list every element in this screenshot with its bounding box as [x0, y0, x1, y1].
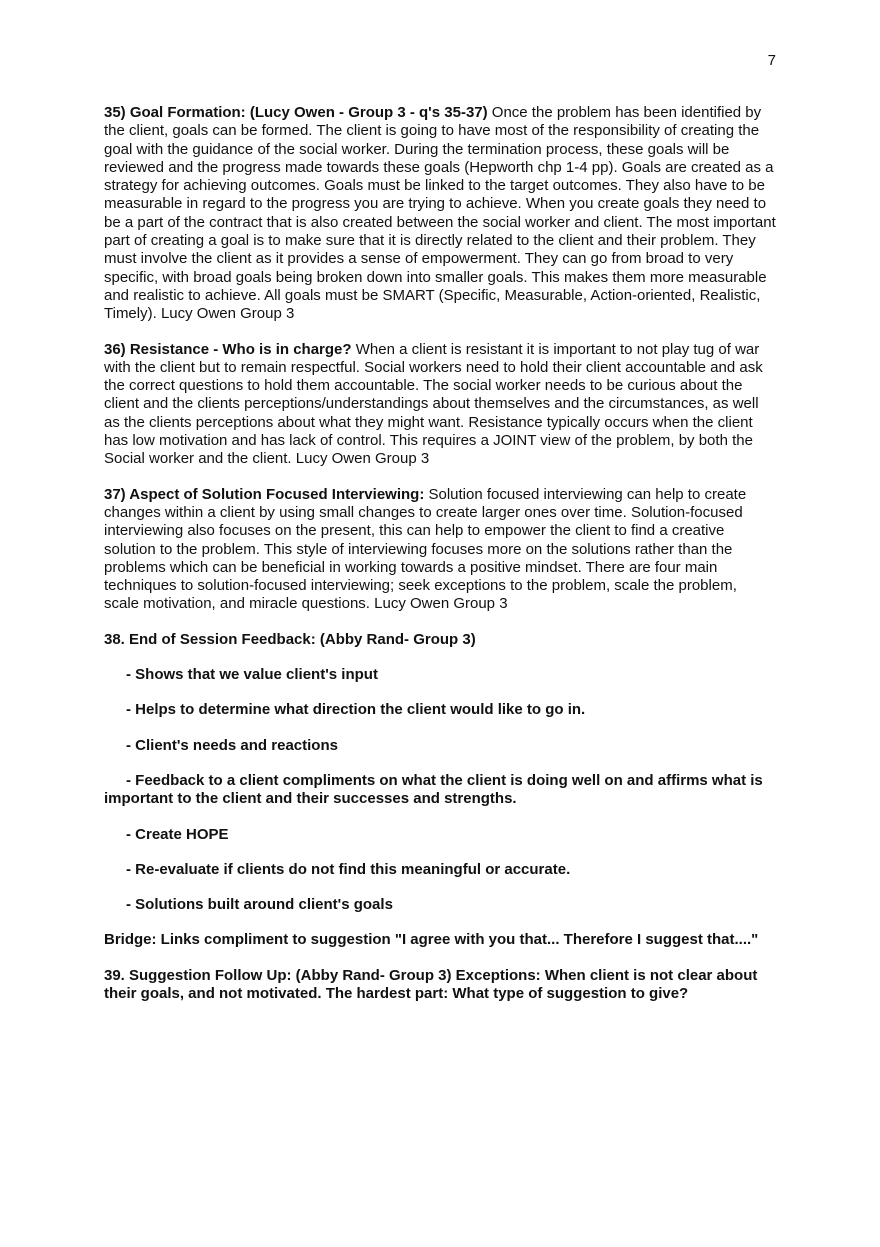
- section-37-paragraph: [104, 486, 776, 614]
- section-35-body: Once the problem has been identified by the client, goals can be formed. The client is going to have most of the responsibility of creating the goal with the guidance of the social worker. During the termination process, these goals will be reviewed and the progress made towards these goals (Hepworth chp 1-4 pp). Goals are created as a strategy for achieving outcomes. Goals must be linked to the target outcomes. They also have to be measurable in regard to the progress you are trying to achieve. When you create goals they need to be a part of the contract that is also created between the social worker and client. The most important part of creating a goal is to make sure that it is directly related to the client and their problem. They must involve the client as it provides a sense of empowerment. They can go from broad to very specific, with broad goals being broken down into smaller goals. This makes them more measurable and realistic to achieve. All goals must be SMART (Specific, Measurable, Action-oriented, Realistic, Timely). Lucy Owen Group 3: [104, 104, 776, 323]
- section-38-bullet: - Solutions built around client's goals: [126, 896, 393, 914]
- section-36-body: When a client is resistant it is important to not play tug of war with the client but to remain respectful. Social workers need to hold their client accountable and ask the correct questions to hold them accountable. The social worker needs to be curious about the client and the clients perceptions/understandings about themselves and the circumstances, as well as the clients perceptions about what they might want. Resistance typically occurs when the client has low motivation and has lack of control. This requires a JOINT view of the problem, by both the Social worker and the client. Lucy Owen Group 3: [104, 340, 763, 468]
- section-38-bullet: - Create HOPE: [126, 825, 229, 843]
- bridge-paragraph: Bridge: Links compliment to suggestion "I agree with you that... Therefore I suggest that....": [104, 931, 759, 949]
- section-35-heading: 35) Goal Formation: (Lucy Owen - Group 3 - q's 35-37): [104, 104, 488, 121]
- section-35-paragraph: [104, 104, 776, 324]
- section-38-bullet: - Shows that we value client's input: [126, 666, 378, 684]
- section-37-body: Solution focused interviewing can help to create changes within a client by using small changes to create larger ones over time. Solution-focused interviewing also focuses on the present, this can help to empower the client to find a creative solution to the problem. This style of interviewing focuses more on the solutions rather than the problems which can be beneficial in working towards a positive mindset. There are four main techniques to solution-focused interviewing; seek exceptions to the problem, scale the problem, scale motivation, and miracle questions. Lucy Owen Group 3: [104, 485, 747, 613]
- section-37-heading: 37) Aspect of Solution Focused Interviewing:: [104, 485, 425, 503]
- page-number: 7: [767, 52, 776, 69]
- section-38-bullet: - Helps to determine what direction the client would like to go in.: [126, 701, 586, 719]
- section-36-heading: 36) Resistance - Who is in charge?: [104, 340, 352, 358]
- section-38-bullet: - Feedback to a client compliments on what the client is doing well on and affirms what is important to the client and their successes and strengths.: [104, 771, 763, 808]
- section-39-paragraph: 39. Suggestion Follow Up: (Abby Rand- Group 3) Exceptions: When client is not clear about their goals, and not motivated. The hardest part: What type of suggestion to give?: [104, 966, 758, 1002]
- section-38-bullet: - Re-evaluate if clients do not find this meaningful or accurate.: [126, 860, 571, 878]
- document-body: [104, 104, 776, 1020]
- section-38-heading: 38. End of Session Feedback: (Abby Rand- Group 3): [104, 630, 476, 648]
- section-38-bullet: - Client's needs and reactions: [126, 736, 338, 754]
- section-36-paragraph: [104, 341, 776, 469]
